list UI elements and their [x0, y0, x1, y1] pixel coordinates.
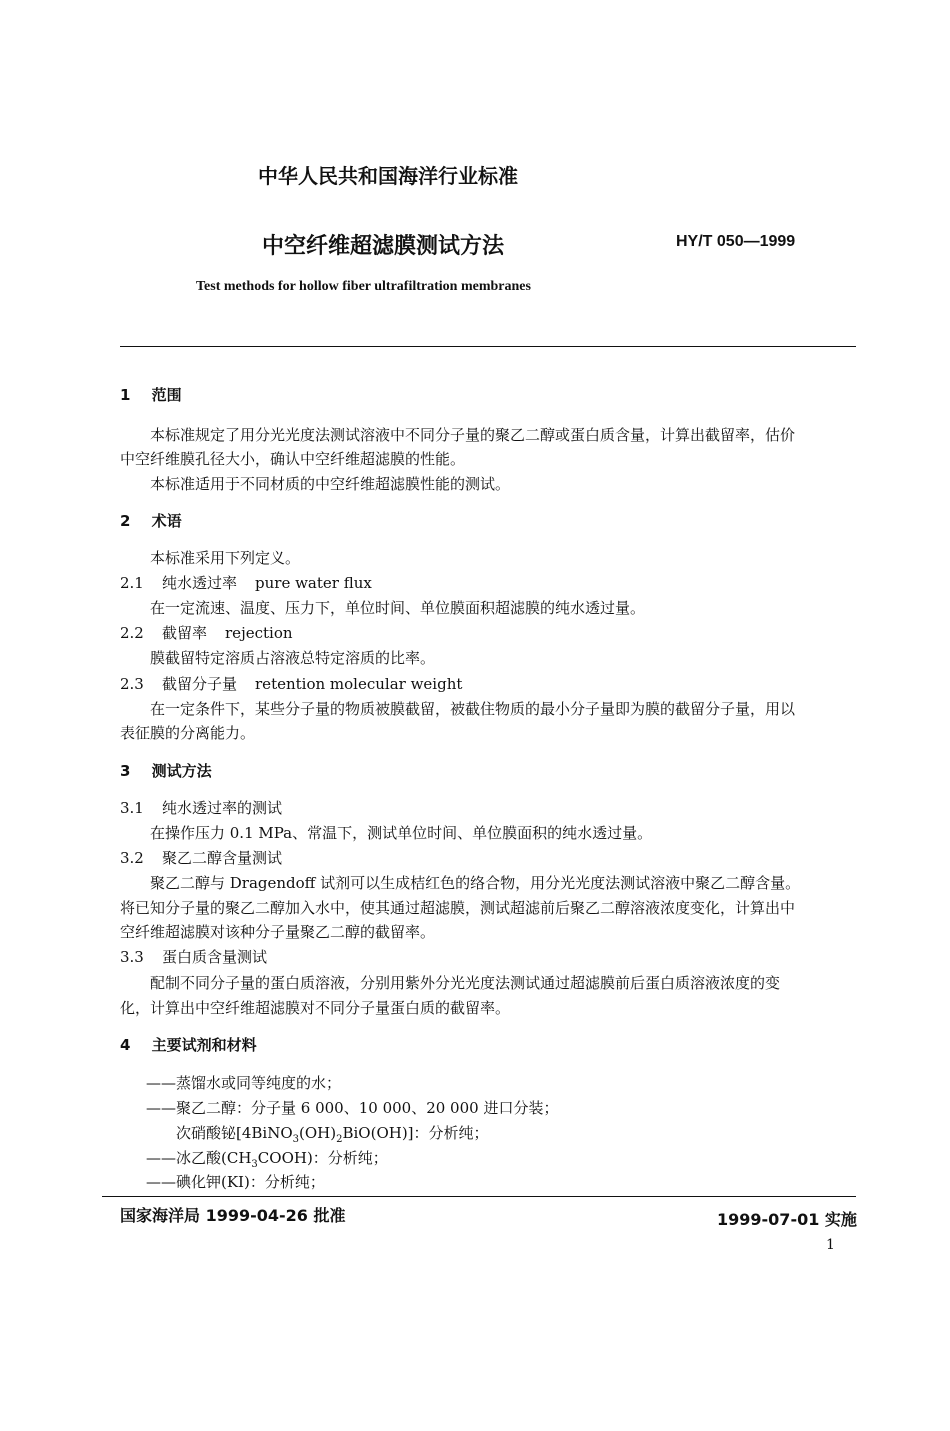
section-1-heading — [120, 384, 182, 405]
paragraph: 中空纤维膜孔径大小，确认中空纤维超滤膜的性能。 — [120, 450, 466, 468]
term-cn: 截留分子量 — [162, 675, 238, 693]
clause-title: 聚乙二醇含量测试 — [162, 849, 283, 867]
clause-number: 3.1 — [120, 799, 144, 817]
paragraph: 将已知分子量的聚乙二醇加入水中，使其通过超滤膜，测试超滤前后聚乙二醇溶液浓度变化，计算出中 — [120, 899, 796, 917]
paragraph: 本标准采用下列定义。 — [150, 549, 301, 567]
effective-date: 1999-07-01 实施 — [717, 1210, 857, 1229]
term-definition: 表征膜的分离能力。 — [120, 724, 256, 742]
approval-date: 国家海洋局 1999-04-26 批准 — [120, 1206, 346, 1225]
section-4-heading — [120, 1034, 257, 1055]
clause-3-2 — [120, 847, 282, 869]
term-en: pure water flux — [255, 574, 372, 592]
term-en: retention molecular weight — [255, 675, 463, 693]
section-title: 术语 — [151, 512, 182, 530]
term-cn: 截留率 — [162, 624, 208, 642]
section-number: 2 — [120, 512, 131, 530]
section-title: 主要试剂和材料 — [151, 1036, 257, 1054]
term-cn: 纯水透过率 — [162, 574, 238, 592]
list-item: ——聚乙二醇：分子量 6 000、10 000、20 000 进口分装； — [146, 1099, 559, 1117]
list-item: ——冰乙酸$(CH_3COOH)$：分析纯； — [146, 1149, 388, 1170]
header-rule — [120, 346, 856, 347]
list-item: ——碘化钾(KI)：分析纯； — [146, 1173, 325, 1191]
section-title: 范围 — [151, 386, 182, 404]
term-definition: 膜截留特定溶质占溶液总特定溶质的比率。 — [150, 649, 436, 667]
document-title: 中空纤维超滤膜测试方法 — [262, 234, 505, 259]
term-2-3 — [120, 673, 462, 695]
clause-title: 纯水透过率的测试 — [162, 799, 283, 817]
paragraph: 本标准适用于不同材质的中空纤维超滤膜性能的测试。 — [150, 475, 511, 493]
term-definition: 在一定条件下，某些分子量的物质被膜截留，被截住物质的最小分子量即为膜的截留分子量，用以 — [150, 700, 796, 718]
clause-title: 蛋白质含量测试 — [162, 948, 268, 966]
standard-code: HY/T 050—1999 — [676, 233, 796, 250]
section-2-heading — [120, 510, 182, 531]
paragraph: 在操作压力 0.1 MPa、常温下，测试单位时间、单位膜面积的纯水透过量。 — [150, 824, 653, 842]
clause-number: 2.2 — [120, 624, 144, 642]
clause-3-3 — [120, 946, 267, 968]
section-3-heading — [120, 760, 212, 781]
footer-rule — [102, 1196, 856, 1197]
paragraph: 聚乙二醇与 Dragendoff 试剂可以生成桔红色的络合物，用分光光度法测试溶液中聚乙二醇含量。 — [150, 874, 801, 892]
paragraph: 化，计算出中空纤维超滤膜对不同分子量蛋白质的截留率。 — [120, 999, 511, 1017]
list-item: ——蒸馏水或同等纯度的水； — [146, 1074, 342, 1092]
page-number: 1 — [826, 1237, 835, 1253]
term-2-1 — [120, 572, 372, 594]
term-en: rejection — [225, 624, 293, 642]
english-title: Test methods for hollow fiber ultrafiltration membranes — [196, 279, 531, 294]
org-standard-title: 中华人民共和国海洋行业标准 — [258, 164, 518, 188]
term-definition: 在一定流速、温度、压力下，单位时间、单位膜面积超滤膜的纯水透过量。 — [150, 599, 646, 617]
clause-number: 3.2 — [120, 849, 144, 867]
paragraph: 空纤维超滤膜对该种分子量聚乙二醇的截留率。 — [120, 923, 436, 941]
paragraph: 配制不同分子量的蛋白质溶液，分别用紫外分光光度法测试通过超滤膜前后蛋白质溶液浓度的变 — [150, 974, 781, 992]
paragraph: 本标准规定了用分光光度法测试溶液中不同分子量的聚乙二醇或蛋白质含量，计算出截留率，估价 — [150, 426, 796, 444]
clause-number: 3.3 — [120, 948, 144, 966]
list-item: 次硝酸铋$[4BiNO_3(OH)_2BiO(OH)]$：分析纯； — [176, 1124, 489, 1145]
clause-3-1 — [120, 797, 282, 819]
section-number: 4 — [120, 1036, 131, 1054]
clause-number: 2.3 — [120, 675, 144, 693]
section-title: 测试方法 — [151, 762, 212, 780]
section-number: 1 — [120, 386, 131, 404]
section-number: 3 — [120, 762, 131, 780]
term-2-2 — [120, 622, 293, 644]
clause-number: 2.1 — [120, 574, 144, 592]
